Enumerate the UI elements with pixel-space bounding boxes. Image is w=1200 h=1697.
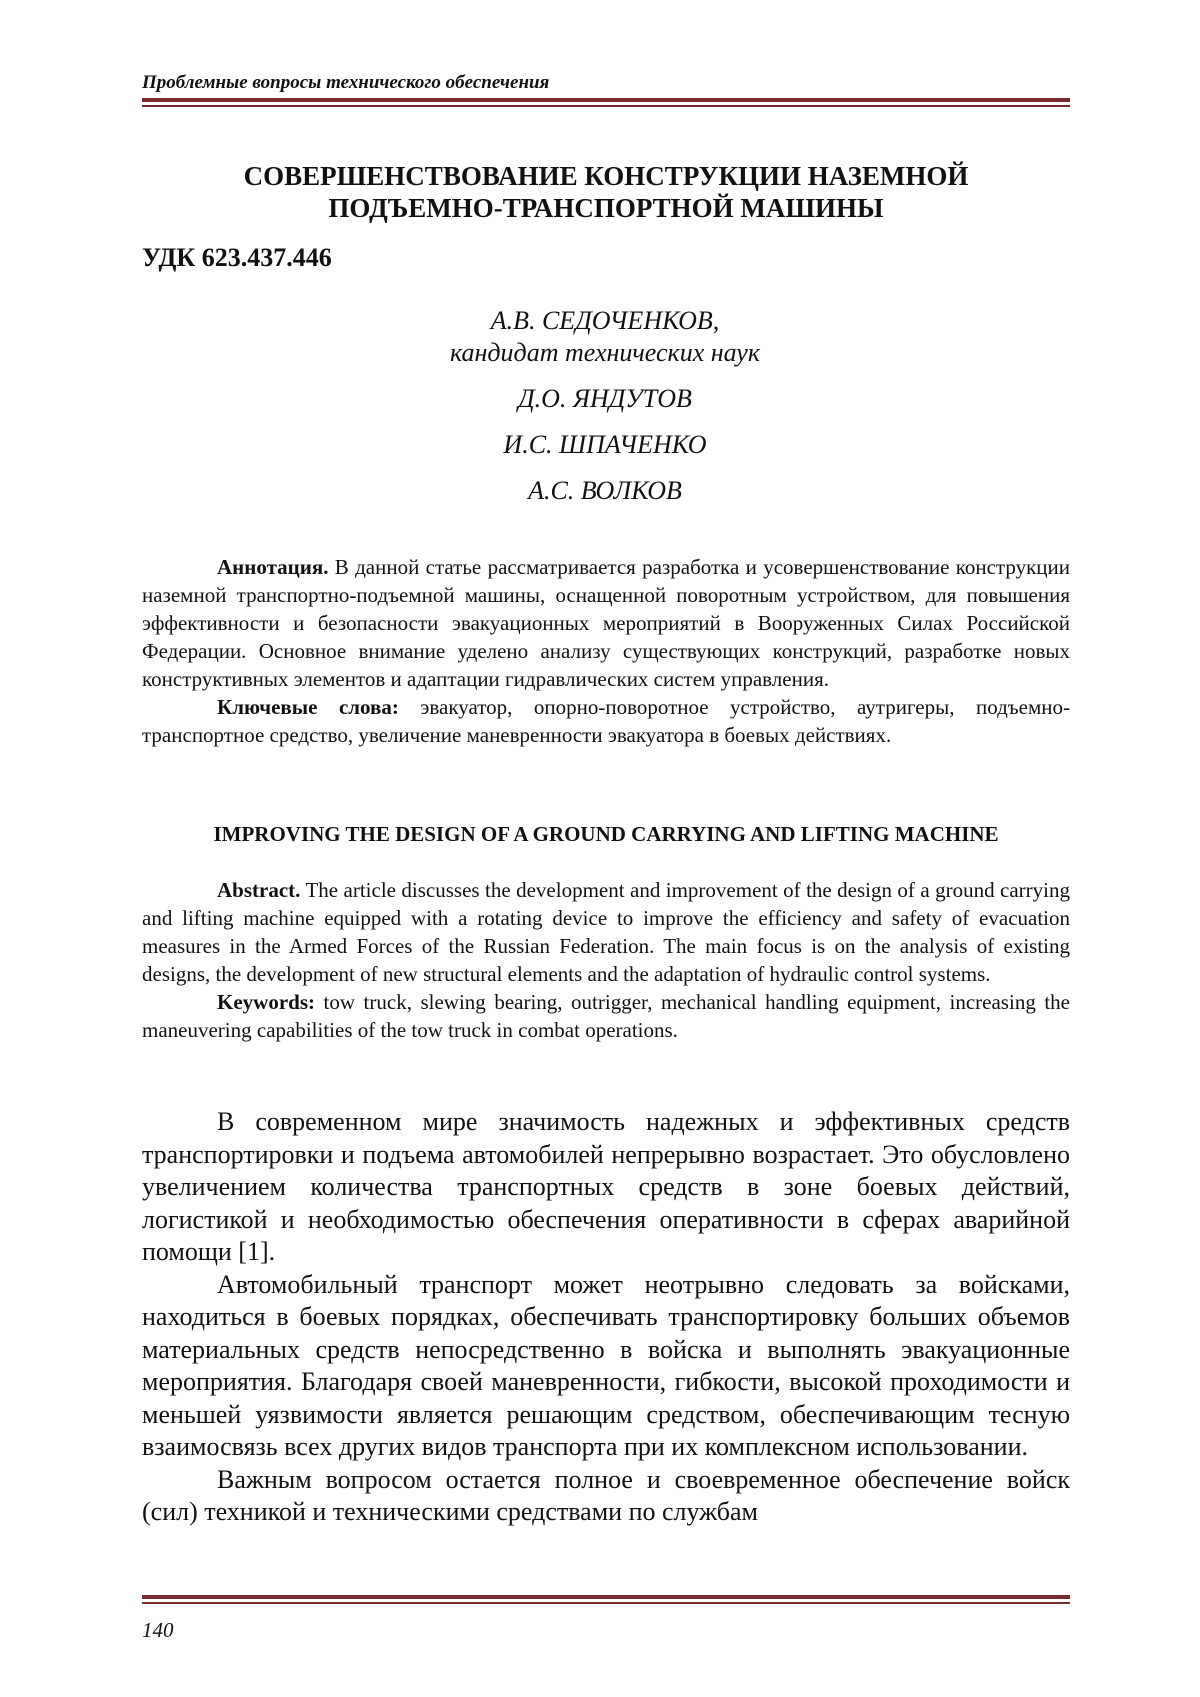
- author-name: И.С. ШПАЧЕНКО: [503, 430, 707, 459]
- article-title-line-2: ПОДЪЕМНО-ТРАНСПОРТНОЙ МАШИНЫ: [328, 193, 884, 223]
- author-name: А.С. ВОЛКОВ: [528, 476, 682, 505]
- author-name: А.В. СЕДОЧЕНКОВ,: [490, 306, 720, 335]
- abstract-ru-label: Аннотация.: [217, 555, 329, 579]
- abstract-ru: [142, 553, 1070, 749]
- running-header-title: Проблемные вопросы технического обеспечения: [142, 72, 550, 93]
- keywords-ru-paragraph: [142, 693, 1070, 749]
- author-degree: кандидат технических наук: [449, 338, 760, 367]
- body-paragraph: В современном мире значимость надежных и эффективных средств транспортировки и подъема автомобилей непрерывно возрастает. Это обусловлено увеличением количества транспортных средств в зоне боевых действий, логистикой и необходимостью обеспечения оперативности в сферах аварийной помощи [1].: [142, 1107, 1070, 1266]
- keywords-ru-label: Ключевые слова:: [217, 695, 399, 719]
- keywords-ru-text: эвакуатор, опорно-поворотное устройство, аутригеры, подъемно-транспортное средство, увеличение маневренности эвакуатора в боевых действиях.: [142, 695, 1070, 747]
- abstract-en-paragraph: [142, 876, 1070, 988]
- body-paragraph: Важным вопросом остается полное и своевременное обеспечение войск (сил) техникой и техническими средствами по службам: [142, 1464, 1070, 1526]
- page-number: 140: [142, 1618, 174, 1642]
- english-title: IMPROVING THE DESIGN OF A GROUND CARRYING AND LIFTING MACHINE: [213, 822, 999, 846]
- body-paragraph: Автомобильный транспорт может неотрывно следовать за войсками, находиться в боевых порядках, обеспечивать транспортировку больших объемов материальных средств непосредственно в войска и выполнять эвакуационные мероприятия. Благодаря своей маневренности, гибкости, высокой проходимости и меньшей уязвимости является решающим средством, обеспечивающим тесную взаимосвязь всех других видов транспорта при их комплексном использовании.: [142, 1269, 1070, 1461]
- abstract-en-label: Abstract.: [217, 878, 301, 902]
- author-name: Д.О. ЯНДУТОВ: [518, 384, 692, 413]
- udk-code: УДК 623.437.446: [142, 243, 332, 272]
- article-title: [142, 160, 1070, 224]
- main-body: [142, 1106, 1070, 1529]
- keywords-en-text: tow truck, slewing bearing, outrigger, mechanical handling equipment, increasing the maneuvering capabilities of the tow truck in combat operations.: [142, 990, 1070, 1042]
- abstract-ru-text: В данной статье рассматривается разработка и усовершенствование конструкции наземной транспортно-подъемной машины, оснащенной поворотным устройством, для повышения эффективности и безопасности эвакуационных мероприятий в Вооруженных Силах Российской Федерации. Основное внимание уделено анализу существующих конструкций, разработке новых конструктивных элементов и адаптации гидравлических систем управления.: [142, 555, 1070, 691]
- abstract-en: [142, 876, 1070, 1044]
- keywords-en-label: Keywords:: [217, 990, 315, 1014]
- author-list: [360, 305, 850, 507]
- article-title-line-1: СОВЕРШЕНСТВОВАНИЕ КОНСТРУКЦИИ НАЗЕМНОЙ: [243, 161, 969, 191]
- header-rule: [142, 98, 1070, 107]
- abstract-en-text: The article discusses the development and improvement of the design of a ground carrying and lifting machine equipped with a rotating device to improve the efficiency and safety of evacuation measures in the Armed Forces of the Russian Federation. The main focus is on the analysis of existing designs, the development of new structural elements and the adaptation of hydraulic control systems.: [142, 878, 1070, 986]
- abstract-ru-paragraph: [142, 553, 1070, 693]
- keywords-en-paragraph: [142, 988, 1070, 1044]
- footer-rule: [142, 1595, 1070, 1604]
